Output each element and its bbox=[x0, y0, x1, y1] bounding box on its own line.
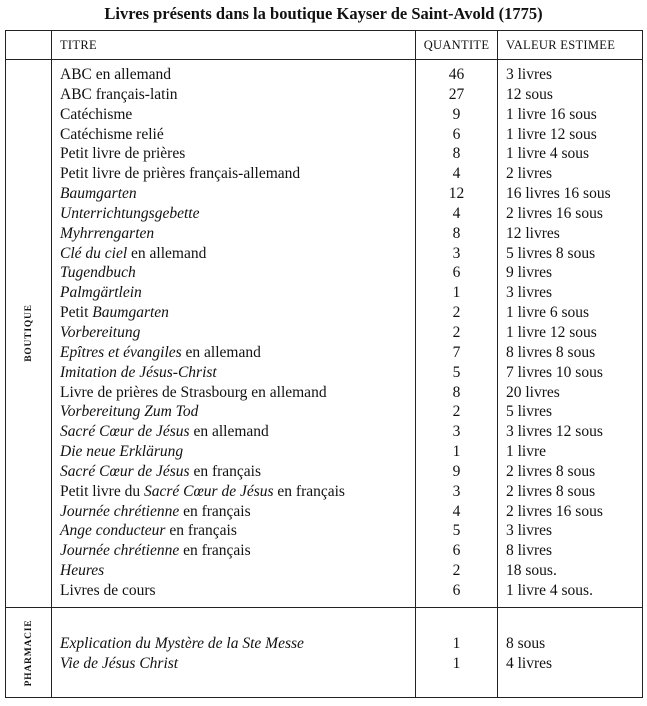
section-label-cell bbox=[6, 60, 52, 608]
book-title-part: Vorbereitung Zum Tod bbox=[60, 403, 199, 421]
book-title bbox=[52, 125, 415, 145]
book-title bbox=[52, 654, 415, 674]
book-quantity: 4 bbox=[452, 502, 461, 520]
book-value: 8 livres 8 sous bbox=[506, 343, 596, 361]
book-quantity: 2 bbox=[452, 323, 461, 341]
book-title bbox=[52, 343, 415, 363]
section-label-pharmacie: PHARMACIE bbox=[23, 619, 34, 687]
book-title-part: Livres de cours bbox=[60, 581, 156, 599]
book-value: 3 livres 12 sous bbox=[506, 423, 603, 441]
book-quantity: 46 bbox=[448, 66, 465, 83]
book-value: 2 livres 16 sous bbox=[506, 204, 603, 222]
book-title-part: en français bbox=[179, 502, 251, 520]
book-value: 2 livres 8 sous bbox=[506, 482, 596, 500]
book-title-part: Petit bbox=[60, 304, 93, 322]
book-title bbox=[52, 383, 415, 403]
header-row bbox=[6, 31, 643, 60]
book-value: 3 livres bbox=[506, 66, 553, 83]
book-quantity: 8 bbox=[452, 224, 461, 242]
section-pharmacie bbox=[6, 607, 643, 698]
book-title-part: Clé du ciel bbox=[60, 244, 128, 262]
book-value: 20 livres bbox=[506, 383, 560, 401]
book-value: 18 sous. bbox=[506, 562, 557, 580]
book-value: 1 livre bbox=[506, 443, 547, 461]
book-title-part: en français bbox=[179, 542, 251, 560]
book-title-part: Die neue Erklärung bbox=[60, 443, 184, 461]
value-column bbox=[498, 607, 643, 698]
book-title bbox=[52, 422, 415, 442]
book-title-part: Catéchisme bbox=[60, 105, 133, 123]
book-title bbox=[52, 224, 415, 244]
book-quantity: 27 bbox=[448, 85, 465, 103]
book-title-part: Journée chrétienne bbox=[60, 542, 180, 560]
book-title bbox=[52, 164, 415, 184]
book-title-part: Explication du Mystère de la Ste Messe bbox=[60, 634, 304, 652]
book-quantity: 5 bbox=[452, 522, 461, 540]
book-title-part: Myhrrengarten bbox=[60, 224, 155, 242]
book-title bbox=[52, 263, 415, 283]
book-value: 7 livres 10 sous bbox=[506, 363, 603, 381]
book-title-part: Tugendbuch bbox=[60, 264, 136, 282]
book-value: 1 livre 12 sous bbox=[506, 323, 597, 341]
book-title bbox=[52, 184, 415, 204]
book-quantity: 6 bbox=[452, 264, 461, 282]
book-title bbox=[52, 502, 415, 522]
book-quantity: 2 bbox=[452, 562, 461, 580]
book-value: 1 livre 12 sous bbox=[506, 125, 597, 143]
book-title-part: Imitation de Jésus-Christ bbox=[60, 363, 217, 381]
book-title-part: Epîtres et évangiles bbox=[60, 343, 182, 361]
book-quantity: 4 bbox=[452, 165, 461, 183]
header-value: VALEUR ESTIMEE bbox=[498, 31, 643, 60]
page-title: Livres présents dans la boutique Kayser de Saint-Avold (1775) bbox=[104, 4, 543, 23]
book-title bbox=[52, 521, 415, 541]
book-title-part: Sacré Cœur de Jésus bbox=[60, 423, 190, 441]
book-title bbox=[52, 144, 415, 164]
book-quantity: 1 bbox=[452, 634, 461, 652]
book-quantity: 1 bbox=[452, 443, 461, 461]
book-title bbox=[52, 363, 415, 383]
value-column bbox=[498, 60, 643, 608]
book-value: 3 livres bbox=[506, 284, 553, 302]
book-value: 1 livre 4 sous bbox=[506, 145, 590, 163]
title-column bbox=[52, 60, 416, 608]
book-quantity: 12 bbox=[448, 185, 465, 203]
book-quantity: 5 bbox=[452, 363, 461, 381]
book-quantity: 6 bbox=[452, 581, 461, 599]
book-value: 8 livres bbox=[506, 542, 553, 560]
book-title-part: Livre de prières de Strasbourg en allemand bbox=[60, 383, 327, 401]
book-title-part: en allemand bbox=[127, 244, 207, 262]
header-quantity: QUANTITE bbox=[416, 31, 498, 60]
book-title bbox=[52, 303, 415, 323]
book-value: 1 livre 16 sous bbox=[506, 105, 597, 123]
book-quantity: 1 bbox=[452, 654, 461, 672]
book-title-part: Petit livre de prières français-allemand bbox=[60, 165, 301, 183]
book-value: 12 sous bbox=[506, 85, 553, 103]
book-quantity: 7 bbox=[452, 343, 461, 361]
book-title bbox=[52, 283, 415, 303]
book-title bbox=[52, 462, 415, 482]
book-quantity: 1 bbox=[452, 284, 461, 302]
book-title bbox=[52, 482, 415, 502]
book-title bbox=[52, 581, 415, 601]
header-section-cell bbox=[6, 31, 52, 60]
book-title-part: Baumgarten bbox=[60, 185, 137, 203]
book-title-part: en français bbox=[189, 462, 262, 480]
book-value: 1 livre 4 sous. bbox=[506, 581, 593, 599]
book-title-part: en allemand bbox=[181, 343, 261, 361]
book-title-part: Petit livre de prières bbox=[60, 145, 186, 163]
book-quantity: 2 bbox=[452, 403, 461, 421]
book-title bbox=[52, 244, 415, 264]
book-value: 3 livres bbox=[506, 522, 553, 540]
book-quantity: 6 bbox=[452, 542, 461, 560]
quantity-column bbox=[416, 607, 498, 698]
book-value: 9 livres bbox=[506, 264, 553, 282]
header-title: TITRE bbox=[52, 31, 416, 60]
book-title bbox=[52, 323, 415, 343]
book-value: 5 livres 8 sous bbox=[506, 244, 596, 262]
section-label-boutique: BOUTIQUE bbox=[23, 304, 34, 363]
quantity-column bbox=[416, 60, 498, 608]
book-title-part: Journée chrétienne bbox=[60, 502, 180, 520]
book-title-part: Petit livre du bbox=[60, 482, 144, 500]
book-quantity: 3 bbox=[452, 423, 461, 441]
book-title-part: Vorbereitung bbox=[60, 323, 141, 341]
book-title bbox=[52, 65, 415, 85]
book-title-part: ABC en allemand bbox=[60, 66, 172, 83]
book-quantity: 8 bbox=[452, 145, 461, 163]
book-title-part: en français bbox=[273, 482, 345, 500]
book-title-part: Unterrichtungsgebette bbox=[60, 204, 200, 222]
book-quantity: 8 bbox=[452, 383, 461, 401]
book-title-part: Vie de Jésus Christ bbox=[60, 654, 179, 672]
book-title bbox=[52, 105, 415, 125]
book-quantity: 4 bbox=[452, 204, 461, 222]
book-title-part: Sacré Cœur de Jésus bbox=[143, 482, 274, 500]
book-title bbox=[52, 634, 415, 654]
book-title bbox=[52, 442, 415, 462]
section-label-cell bbox=[6, 607, 52, 698]
books-table bbox=[5, 30, 643, 698]
book-value: 16 livres 16 sous bbox=[506, 185, 611, 203]
book-title-part: en allemand bbox=[189, 423, 269, 441]
book-title-part: Baumgarten bbox=[92, 304, 169, 322]
book-quantity: 6 bbox=[452, 125, 461, 143]
book-value: 2 livres 16 sous bbox=[506, 502, 603, 520]
book-title-part: Catéchisme relié bbox=[60, 125, 164, 143]
book-value: 5 livres bbox=[506, 403, 553, 421]
book-quantity: 2 bbox=[452, 304, 461, 322]
book-title-part: Ange conducteur bbox=[60, 522, 166, 540]
book-quantity: 3 bbox=[452, 244, 461, 262]
book-title-part: Heures bbox=[60, 562, 105, 580]
book-title bbox=[52, 204, 415, 224]
book-title bbox=[52, 541, 415, 561]
book-title bbox=[52, 85, 415, 105]
book-title-part: Palmgärtlein bbox=[60, 284, 142, 302]
book-title-part: en français bbox=[165, 522, 237, 540]
book-value: 1 livre 6 sous bbox=[506, 304, 590, 322]
book-value: 2 livres bbox=[506, 165, 553, 183]
title-column bbox=[52, 607, 416, 698]
book-title-part: ABC français-latin bbox=[60, 85, 178, 103]
book-quantity: 9 bbox=[452, 105, 461, 123]
section-boutique bbox=[6, 60, 643, 608]
book-value: 2 livres 8 sous bbox=[506, 462, 596, 480]
book-value: 8 sous bbox=[506, 634, 546, 652]
book-title bbox=[52, 402, 415, 422]
book-title-part: Sacré Cœur de Jésus bbox=[60, 462, 190, 480]
book-value: 12 livres bbox=[506, 224, 560, 242]
book-value: 4 livres bbox=[506, 654, 553, 672]
book-quantity: 3 bbox=[452, 482, 461, 500]
book-title bbox=[52, 561, 415, 581]
book-quantity: 9 bbox=[452, 462, 461, 480]
